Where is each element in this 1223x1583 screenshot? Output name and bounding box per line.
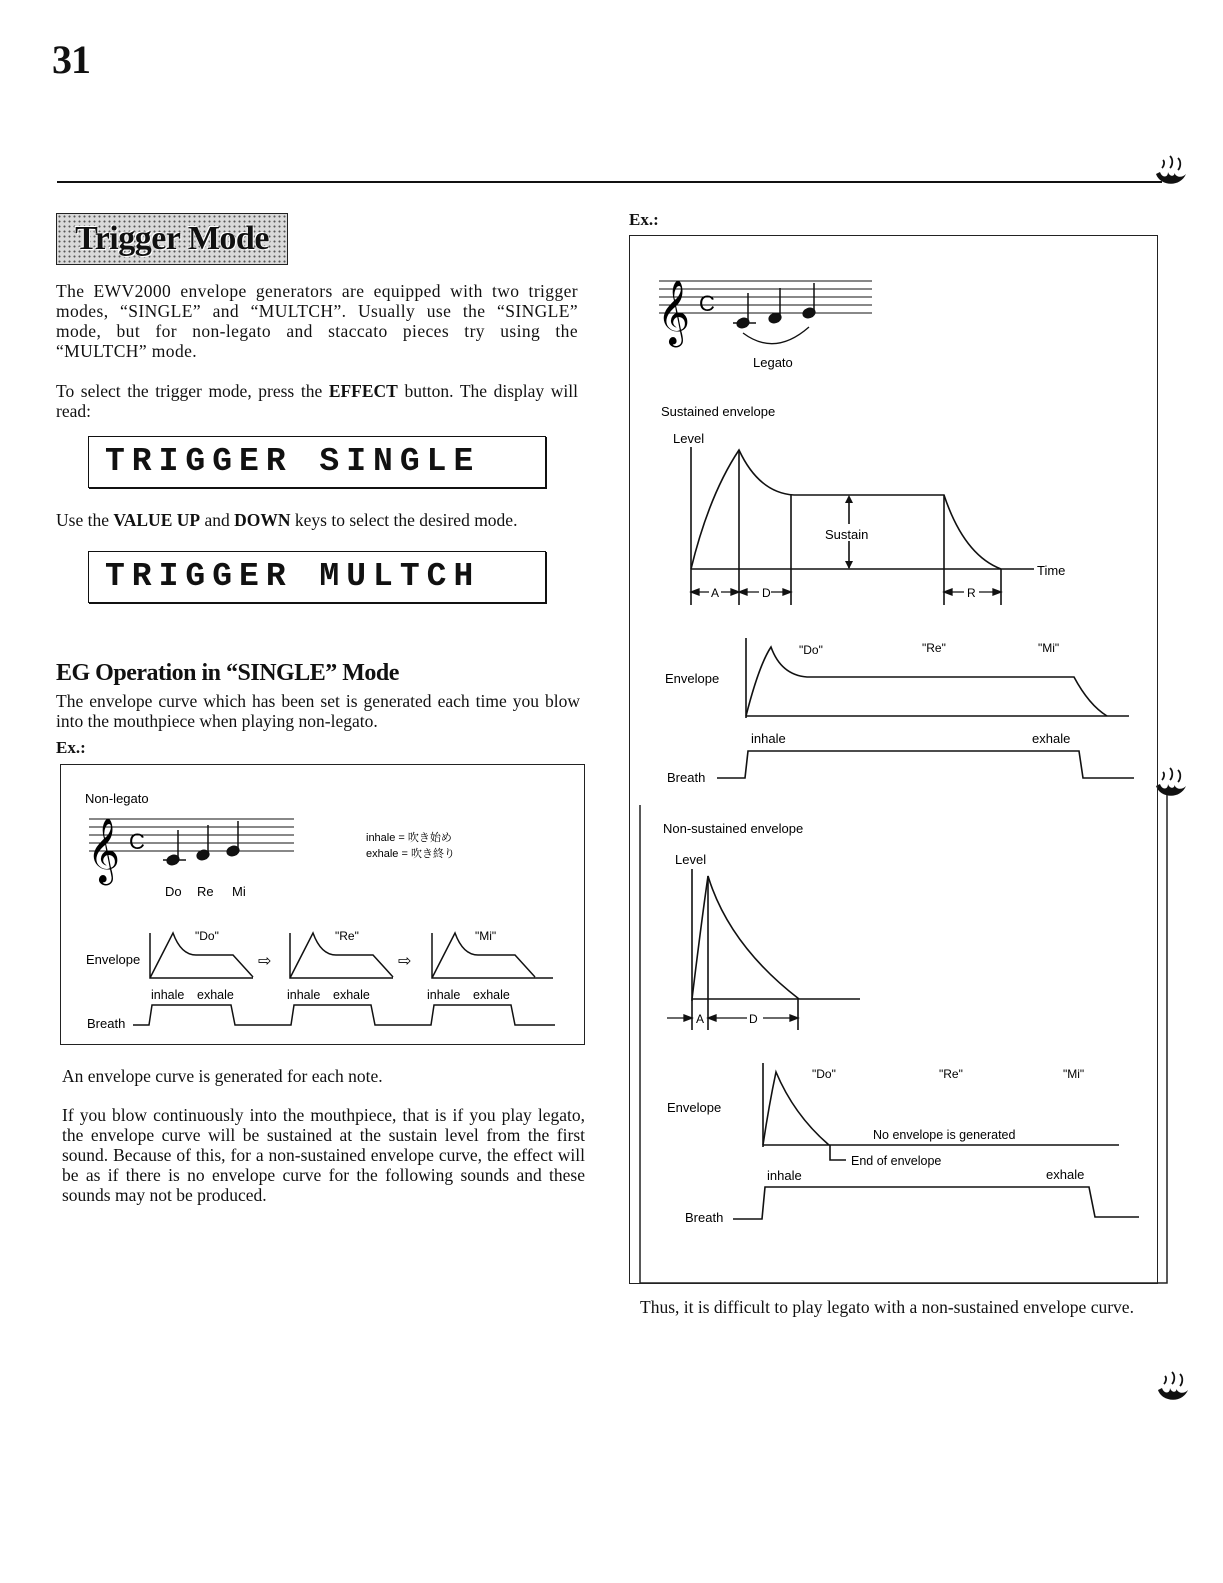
env-label-mi: "Mi": [1063, 1067, 1085, 1081]
inhale-label: inhale: [427, 988, 461, 1002]
treble-clef-icon: 𝄞: [87, 818, 121, 881]
time-label: Time: [1037, 563, 1066, 578]
decay-label: D: [762, 586, 771, 600]
lcd-display-multch: [88, 551, 546, 603]
eg-heading: EG Operation in “SINGLE” Mode: [56, 660, 399, 686]
note-mi: Mi: [232, 884, 246, 899]
arrow-right-icon: ⇨: [258, 953, 272, 970]
treble-clef-icon: 𝄞: [657, 280, 691, 343]
breath-line: [717, 751, 1134, 778]
sustain-label: Sustain: [825, 527, 869, 542]
attack-label: A: [696, 1012, 705, 1026]
env-label-re: "Re": [939, 1067, 963, 1081]
note-do: Do: [165, 884, 182, 899]
flame-icon: [1152, 1368, 1192, 1404]
section-title-text: Trigger Mode: [75, 220, 269, 257]
value-text-before: Use the: [56, 510, 114, 530]
inhale-label: inhale: [151, 988, 185, 1002]
end-of-envelope-label: End of envelope: [851, 1154, 942, 1168]
exhale-label: exhale: [333, 988, 370, 1002]
intro-paragraph: The EWV2000 envelope generators are equipped with two trigger modes, “SINGLE” and “MULTCH”. Usually use the “SINGLE” mode, but for non-legato and staccato pieces try using the “MULTCH” mode.: [56, 281, 578, 361]
exhale-label: exhale: [473, 988, 510, 1002]
common-time-icon: C: [699, 291, 715, 316]
value-paragraph: [56, 510, 586, 530]
env-label-mi: "Mi": [1038, 641, 1060, 655]
lcd-text-single: TRIGGER SINGLE: [105, 443, 481, 480]
each-note-text: An envelope curve is generated for each note.: [62, 1066, 383, 1086]
exhale-label: exhale: [1046, 1167, 1085, 1182]
non-legato-diagram: [61, 765, 584, 1044]
non-legato-figure: [60, 764, 585, 1045]
inhale-label: inhale: [751, 731, 786, 746]
legend-inhale: inhale = 吹き始め: [366, 832, 452, 844]
select-text-after: button. The display will read:: [56, 381, 578, 421]
exhale-label: exhale: [197, 988, 234, 1002]
inhale-label: inhale: [767, 1168, 802, 1183]
env-label-re: "Re": [922, 641, 946, 655]
example-label: Ex.:: [56, 738, 86, 757]
non-legato-title: Non-legato: [85, 791, 149, 806]
breath-label: Breath: [87, 1016, 126, 1031]
level-label: Level: [673, 431, 705, 446]
legato-paragraph: If you blow continuously into the mouthpiece, that is if you play legato, the envelope curve will be sustained at the sustain level from the first sound. Because of this, for a non-sustained envelope curve, the effect will be as if there is no envelope curve for the following sounds and these sounds may not be produced.: [62, 1105, 585, 1205]
section-title: [56, 213, 288, 265]
inhale-label: inhale: [287, 988, 321, 1002]
env-label-do: "Do": [812, 1067, 836, 1081]
breath-label: Breath: [685, 1210, 724, 1225]
envelope-label: Envelope: [665, 671, 720, 686]
value-up-key: VALUE UP: [113, 510, 201, 530]
env-label-do: "Do": [195, 929, 219, 943]
level-label: Level: [675, 852, 707, 867]
attack-label: A: [711, 586, 720, 600]
lcd-display-single: [88, 436, 546, 488]
conclusion-text: Thus, it is difficult to play legato with a non-sustained envelope curve.: [640, 1297, 1134, 1317]
exhale-label: exhale: [1032, 731, 1071, 746]
env-label-re: "Re": [335, 929, 359, 943]
value-text-after: keys to select the desired mode.: [290, 510, 518, 530]
value-text-mid: and: [200, 510, 235, 530]
release-label: R: [967, 586, 976, 600]
breath-label: Breath: [667, 770, 706, 785]
header-rule: [57, 181, 1162, 183]
legend-exhale: exhale = 吹き終り: [366, 848, 455, 860]
lcd-text-multch: TRIGGER MULTCH: [105, 558, 481, 595]
page-number: 31: [52, 37, 90, 82]
legato-label: Legato: [753, 355, 793, 370]
legato-slur: [743, 327, 809, 344]
select-text-before: To select the trigger mode, press the: [56, 381, 329, 401]
env-label-do: "Do": [799, 643, 823, 657]
envelope-label: Envelope: [86, 952, 141, 967]
no-envelope-label: No envelope is generated: [873, 1128, 1016, 1142]
breath-line: [133, 1005, 555, 1025]
down-key: DOWN: [234, 510, 291, 530]
select-paragraph: [56, 381, 578, 421]
decay-label: D: [749, 1012, 758, 1026]
sustained-title: Sustained envelope: [661, 404, 776, 419]
envelope-label: Envelope: [667, 1100, 722, 1115]
arrow-right-icon: ⇨: [398, 953, 412, 970]
effect-key: EFFECT: [328, 381, 398, 401]
note-re: Re: [197, 884, 214, 899]
flame-icon: [1150, 152, 1190, 188]
legato-diagram: [629, 235, 1169, 1290]
breath-line: [733, 1187, 1139, 1219]
common-time-icon: C: [129, 829, 145, 854]
nonsustained-title: Non-sustained envelope: [663, 821, 804, 836]
env-label-mi: "Mi": [475, 929, 497, 943]
eg-description: The envelope curve which has been set is generated each time you blow into the mouthpiece when playing non-legato.: [56, 691, 580, 731]
example-label-right: Ex.:: [629, 210, 659, 229]
